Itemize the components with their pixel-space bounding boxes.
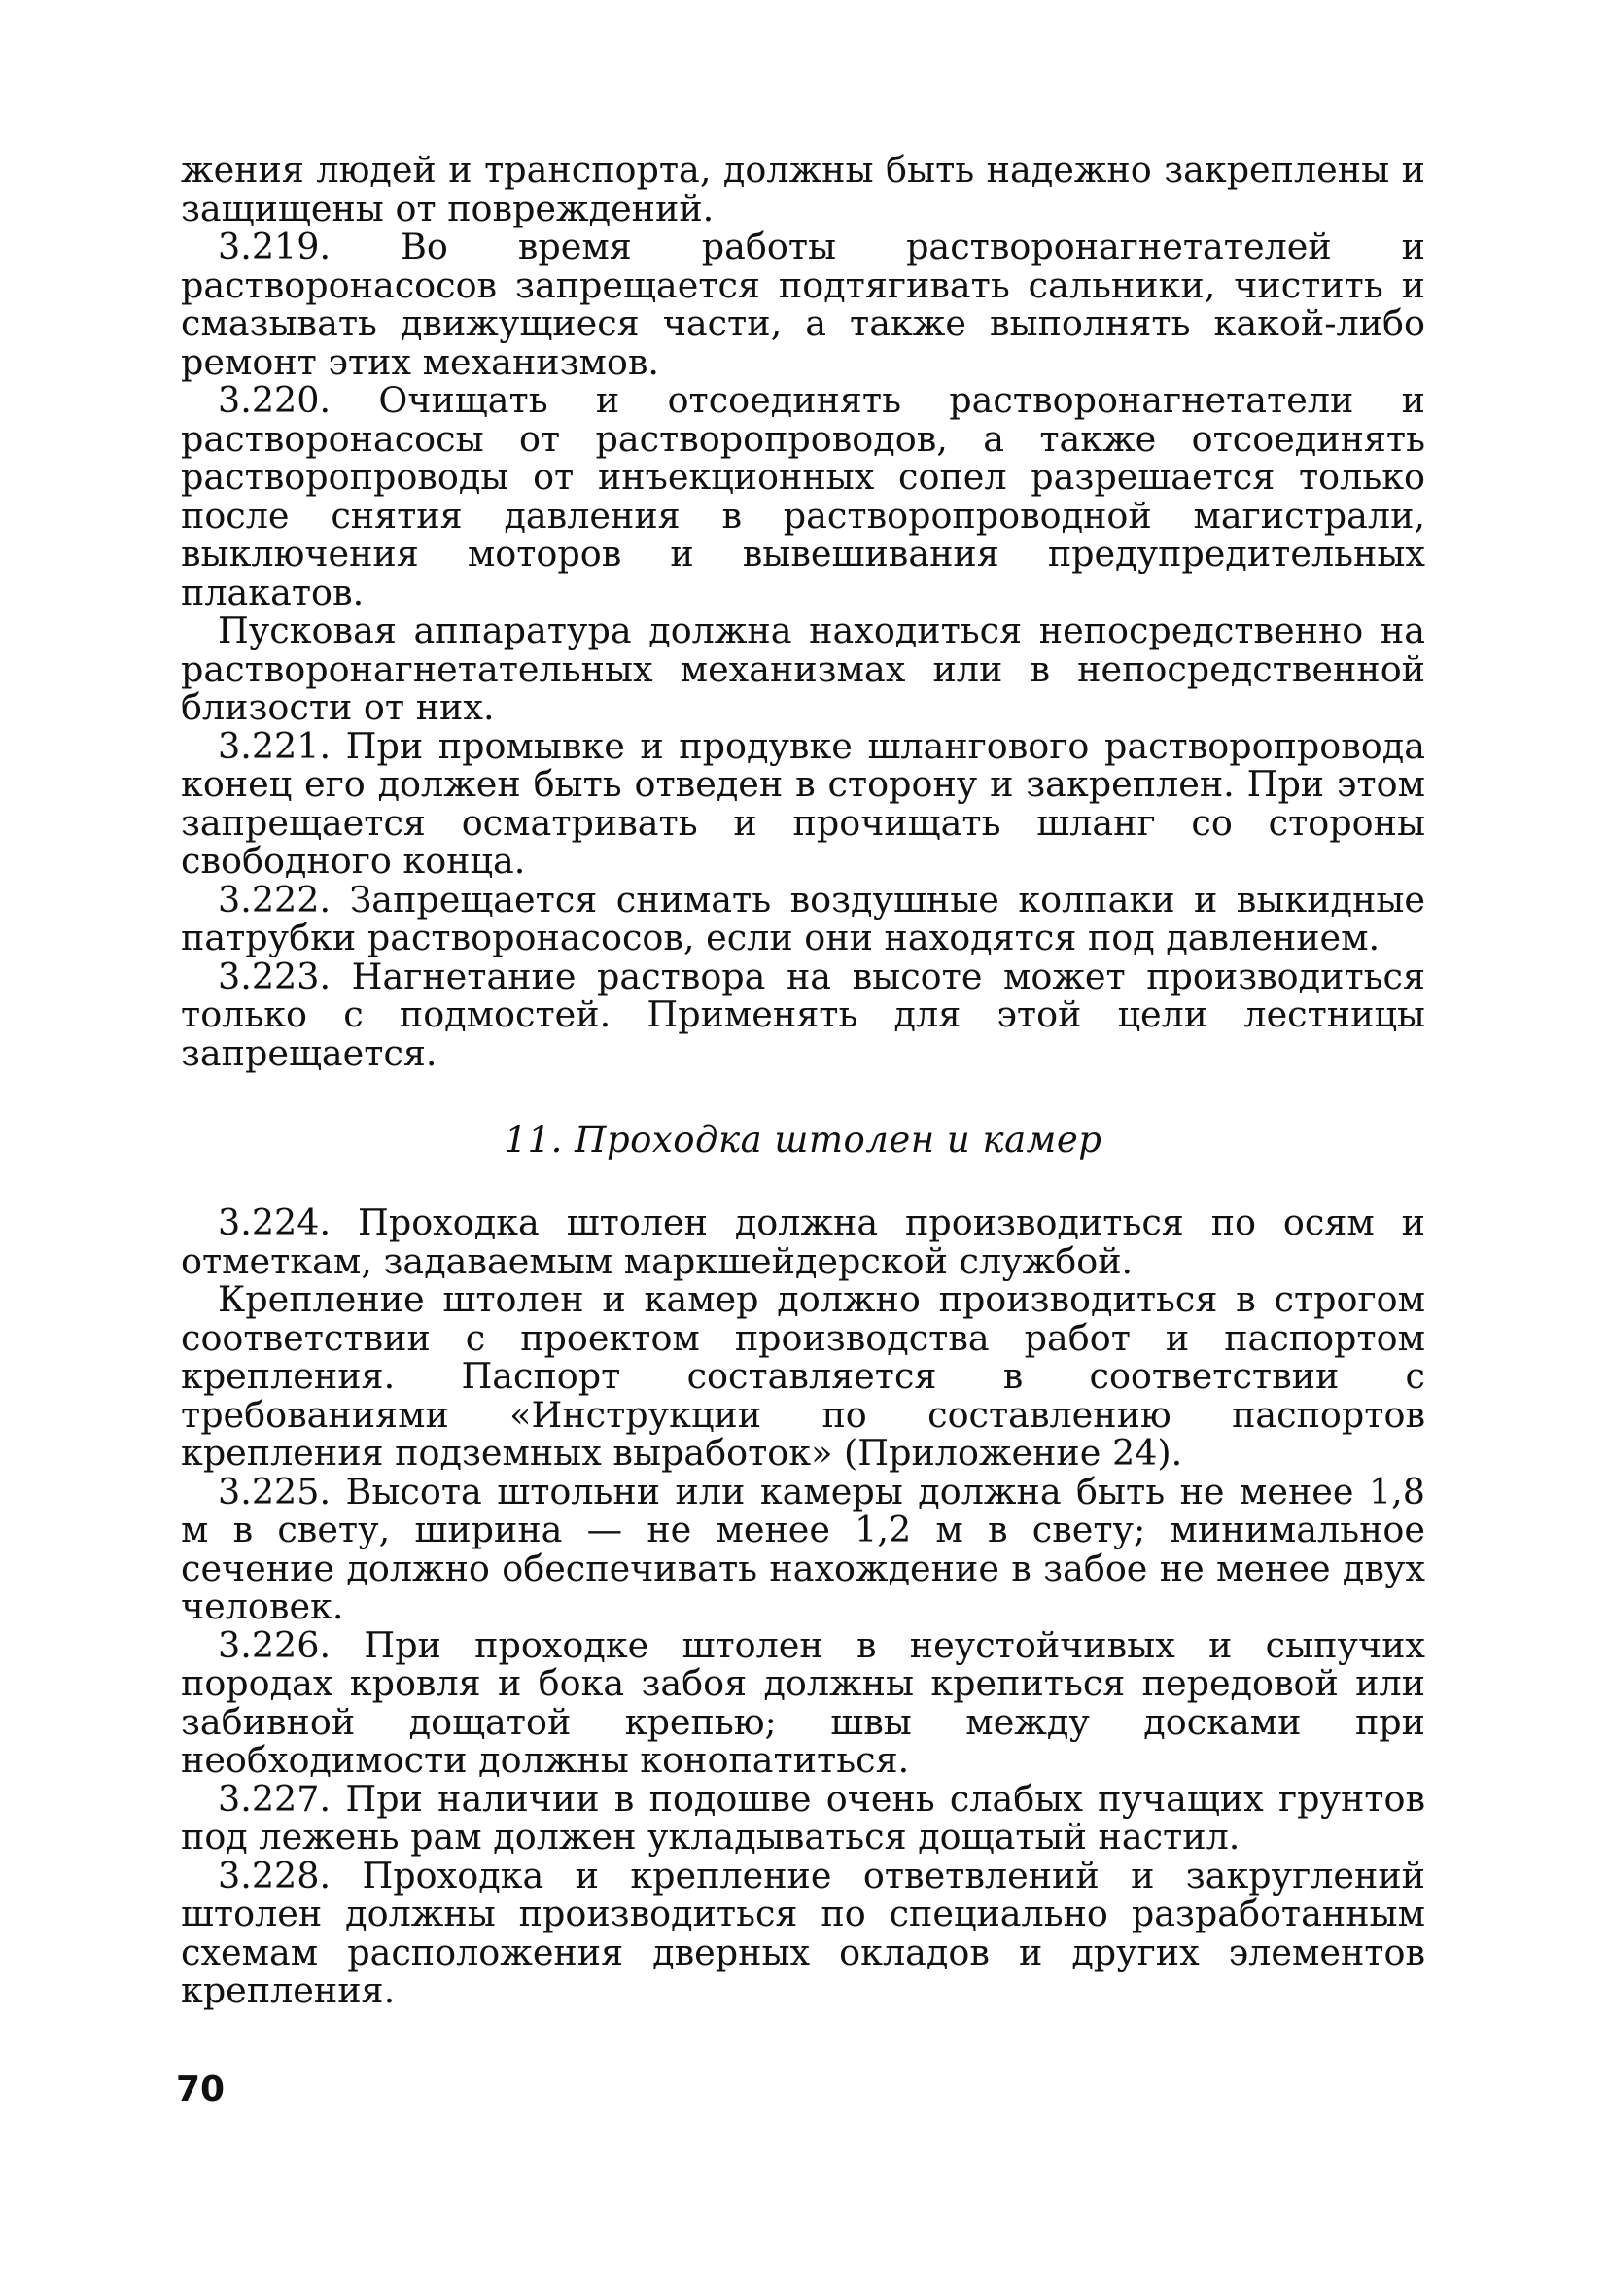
paragraph-3-219: 3.219. Во время работы растворонагнетателей и растворонасосов запрещается подтягивать сальники, чистить и смазывать движущиеся части, а также выполнять какой-либо ремонт этих механизмов.	[181, 226, 1425, 383]
paragraph-support: Крепление штолен и камер должно производиться в строгом соответствии с проектом производства работ и паспортом крепления. Паспорт составляется в соответствии с требованиями «Инструкции по составлению паспортов крепления подземных выработок» (Приложение 24).	[181, 1278, 1425, 1474]
page-number: 70	[176, 2070, 226, 2109]
paragraph-3-225: 3.225. Высота штольни или камеры должна быть не менее 1,8 м в свету, ширина — не менее 1,2 м в свету; минимальное сечение должно обеспечивать нахождение в забое не менее двух человек.	[181, 1470, 1425, 1627]
paragraph-3-226: 3.226. При проходке штолен в неустойчивых и сыпучих породах кровля и бока забоя должны крепиться передовой или забивной дощатой крепью; швы между досками при необходимости должны конопатиться.	[181, 1623, 1425, 1781]
paragraph-continuation: жения людей и транспорта, должны быть надежно закреплены и защищены от повреждений.	[181, 149, 1425, 229]
paragraph-3-221: 3.221. При промывке и продувке шлангового растворопровода конец его должен быть отведен в сторону и закреплен. При этом запрещается осматривать и прочищать шланг со стороны свободного конца.	[181, 724, 1425, 882]
body-text-lower	[181, 1203, 1425, 2010]
paragraph-3-220: 3.220. Очищать и отсоединять растворонагнетатели и растворонасосы от растворопроводов, а также отсоединять растворопроводы от инъекционных сопел разрешается только после снятия давления в растворопроводной магистрали, выключения моторов и вывешивания предупредительных плакатов.	[181, 379, 1425, 613]
paragraph-3-223: 3.223. Нагнетание раствора на высоте может производиться только с подмостей. Применять для этой цели лестницы запрещается.	[181, 955, 1425, 1074]
section-heading: 11. Проходка штолен и камер	[504, 1119, 1102, 1161]
paragraph-3-228: 3.228. Проходка и крепление ответвлений и закруглений штолен должны производиться по специально разработанным схемам расположения дверных окладов и других элементов крепления.	[181, 1854, 1425, 2011]
body-text-upper	[181, 151, 1425, 1072]
paragraph-3-222: 3.222. Запрещается снимать воздушные колпаки и выкидные патрубки растворонасосов, если они находятся под давлением.	[181, 878, 1425, 958]
paragraph-3-224: 3.224. Проходка штолен должна производиться по осям и отметкам, задаваемым маркшейдерской службой.	[181, 1201, 1425, 1282]
paragraph-launch-equipment: Пусковая аппаратура должна находиться непосредственно на растворонагнетательных механизмах или в непосредственной близости от них.	[181, 609, 1425, 728]
paragraph-3-227: 3.227. При наличии в подошве очень слабых пучащих грунтов под лежень рам должен укладываться дощатый настил.	[181, 1777, 1425, 1858]
